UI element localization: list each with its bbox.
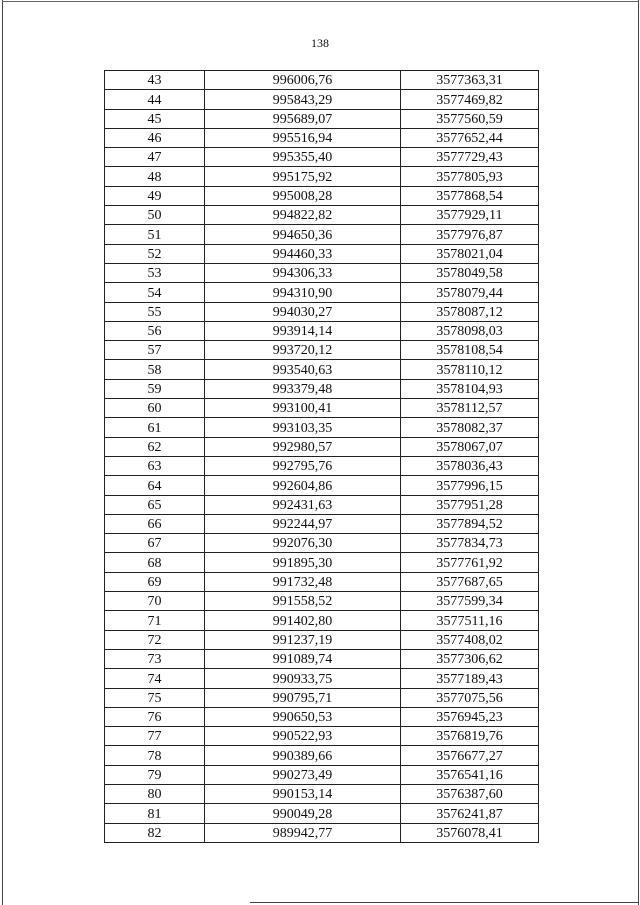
table-row [105,514,539,533]
y-coordinate-cell: 3577560,59 [401,109,539,128]
point-number-cell: 49 [105,186,205,205]
y-coordinate-cell: 3577868,54 [401,186,539,205]
table-row [105,611,539,630]
table-row [105,707,539,726]
y-coordinate-cell: 3578112,57 [401,399,539,418]
point-number-cell: 52 [105,244,205,263]
y-coordinate-cell: 3577469,82 [401,90,539,109]
table-row [105,572,539,591]
y-coordinate-cell: 3577805,93 [401,167,539,186]
table-row [105,167,539,186]
x-coordinate-cell: 990650,53 [205,707,401,726]
point-number-cell: 61 [105,418,205,437]
table-row [105,90,539,109]
y-coordinate-cell: 3576078,41 [401,823,539,842]
y-coordinate-cell: 3578021,04 [401,244,539,263]
y-coordinate-cell: 3577511,16 [401,611,539,630]
point-number-cell: 59 [105,379,205,398]
x-coordinate-cell: 994030,27 [205,302,401,321]
point-number-cell: 71 [105,611,205,630]
x-coordinate-cell: 994310,90 [205,283,401,302]
x-coordinate-cell: 990522,93 [205,727,401,746]
x-coordinate-cell: 990795,71 [205,688,401,707]
table-row [105,186,539,205]
x-coordinate-cell: 993103,35 [205,418,401,437]
x-coordinate-cell: 993914,14 [205,321,401,340]
table-row [105,688,539,707]
x-coordinate-cell: 996006,76 [205,71,401,90]
point-number-cell: 64 [105,476,205,495]
table-row [105,534,539,553]
table-row [105,128,539,147]
y-coordinate-cell: 3577363,31 [401,71,539,90]
table-row [105,784,539,803]
table-row [105,476,539,495]
point-number-cell: 55 [105,302,205,321]
y-coordinate-cell: 3578110,12 [401,360,539,379]
x-coordinate-cell: 991237,19 [205,630,401,649]
table-row [105,418,539,437]
y-coordinate-cell: 3577687,65 [401,572,539,591]
y-coordinate-cell: 3577894,52 [401,514,539,533]
x-coordinate-cell: 989942,77 [205,823,401,842]
point-number-cell: 48 [105,167,205,186]
point-number-cell: 56 [105,321,205,340]
x-coordinate-cell: 993540,63 [205,360,401,379]
point-number-cell: 58 [105,360,205,379]
x-coordinate-cell: 992244,97 [205,514,401,533]
y-coordinate-cell: 3578108,54 [401,341,539,360]
table-row [105,630,539,649]
table-row [105,244,539,263]
y-coordinate-cell: 3577306,62 [401,649,539,668]
y-coordinate-cell: 3577996,15 [401,476,539,495]
x-coordinate-cell: 993379,48 [205,379,401,398]
page-edge-right [638,0,639,905]
table-row [105,321,539,340]
point-number-cell: 44 [105,90,205,109]
point-number-cell: 77 [105,727,205,746]
point-number-cell: 70 [105,592,205,611]
y-coordinate-cell: 3578104,93 [401,379,539,398]
point-number-cell: 80 [105,784,205,803]
page-number: 138 [311,36,329,50]
y-coordinate-cell: 3577761,92 [401,553,539,572]
point-number-cell: 69 [105,572,205,591]
table-row [105,649,539,668]
point-number-cell: 43 [105,71,205,90]
table-row [105,206,539,225]
y-coordinate-cell: 3577729,43 [401,148,539,167]
x-coordinate-cell: 991558,52 [205,592,401,611]
table-row [105,727,539,746]
table-row [105,804,539,823]
point-number-cell: 82 [105,823,205,842]
y-coordinate-cell: 3576677,27 [401,746,539,765]
table-row [105,379,539,398]
point-number-cell: 53 [105,263,205,282]
table-row [105,669,539,688]
y-coordinate-cell: 3577408,02 [401,630,539,649]
point-number-cell: 50 [105,206,205,225]
x-coordinate-cell: 990153,14 [205,784,401,803]
x-coordinate-cell: 991895,30 [205,553,401,572]
y-coordinate-cell: 3576819,76 [401,727,539,746]
point-number-cell: 47 [105,148,205,167]
page-edge-left [2,0,3,905]
table-row [105,283,539,302]
table-row [105,71,539,90]
x-coordinate-cell: 995843,29 [205,90,401,109]
point-number-cell: 60 [105,399,205,418]
table-row [105,592,539,611]
x-coordinate-cell: 991402,80 [205,611,401,630]
x-coordinate-cell: 991732,48 [205,572,401,591]
point-number-cell: 76 [105,707,205,726]
x-coordinate-cell: 990933,75 [205,669,401,688]
x-coordinate-cell: 994822,82 [205,206,401,225]
x-coordinate-cell: 995355,40 [205,148,401,167]
x-coordinate-cell: 992980,57 [205,437,401,456]
table-row [105,225,539,244]
coordinates-table [104,70,539,843]
y-coordinate-cell: 3578098,03 [401,321,539,340]
y-coordinate-cell: 3576945,23 [401,707,539,726]
x-coordinate-cell: 990389,66 [205,746,401,765]
point-number-cell: 51 [105,225,205,244]
point-number-cell: 72 [105,630,205,649]
x-coordinate-cell: 994650,36 [205,225,401,244]
x-coordinate-cell: 994306,33 [205,263,401,282]
y-coordinate-cell: 3577599,34 [401,592,539,611]
y-coordinate-cell: 3576241,87 [401,804,539,823]
y-coordinate-cell: 3577929,11 [401,206,539,225]
y-coordinate-cell: 3577189,43 [401,669,539,688]
x-coordinate-cell: 992795,76 [205,456,401,475]
point-number-cell: 65 [105,495,205,514]
table-row [105,495,539,514]
point-number-cell: 57 [105,341,205,360]
y-coordinate-cell: 3578067,07 [401,437,539,456]
point-number-cell: 75 [105,688,205,707]
y-coordinate-cell: 3577834,73 [401,534,539,553]
y-coordinate-cell: 3578087,12 [401,302,539,321]
point-number-cell: 63 [105,456,205,475]
y-coordinate-cell: 3578036,43 [401,456,539,475]
point-number-cell: 79 [105,765,205,784]
table-row [105,399,539,418]
point-number-cell: 78 [105,746,205,765]
table-row [105,456,539,475]
y-coordinate-cell: 3578082,37 [401,418,539,437]
x-coordinate-cell: 993720,12 [205,341,401,360]
y-coordinate-cell: 3577951,28 [401,495,539,514]
x-coordinate-cell: 990273,49 [205,765,401,784]
x-coordinate-cell: 994460,33 [205,244,401,263]
table-row [105,302,539,321]
x-coordinate-cell: 992076,30 [205,534,401,553]
x-coordinate-cell: 995516,94 [205,128,401,147]
table-row [105,341,539,360]
x-coordinate-cell: 992604,86 [205,476,401,495]
point-number-cell: 62 [105,437,205,456]
x-coordinate-cell: 995008,28 [205,186,401,205]
table-row [105,765,539,784]
table-row [105,148,539,167]
y-coordinate-cell: 3576387,60 [401,784,539,803]
point-number-cell: 73 [105,649,205,668]
y-coordinate-cell: 3577976,87 [401,225,539,244]
page-edge-top [2,1,639,2]
x-coordinate-cell: 991089,74 [205,649,401,668]
point-number-cell: 81 [105,804,205,823]
y-coordinate-cell: 3578049,58 [401,263,539,282]
x-coordinate-cell: 990049,28 [205,804,401,823]
y-coordinate-cell: 3577652,44 [401,128,539,147]
table-row [105,437,539,456]
table-row [105,263,539,282]
x-coordinate-cell: 993100,41 [205,399,401,418]
table-row [105,553,539,572]
y-coordinate-cell: 3577075,56 [401,688,539,707]
table-row [105,109,539,128]
x-coordinate-cell: 995689,07 [205,109,401,128]
table-row [105,746,539,765]
page-edge-bottom [250,902,638,903]
table-row [105,823,539,842]
point-number-cell: 46 [105,128,205,147]
point-number-cell: 66 [105,514,205,533]
point-number-cell: 54 [105,283,205,302]
point-number-cell: 68 [105,553,205,572]
coordinates-table-body [105,71,539,843]
point-number-cell: 67 [105,534,205,553]
y-coordinate-cell: 3576541,16 [401,765,539,784]
y-coordinate-cell: 3578079,44 [401,283,539,302]
point-number-cell: 45 [105,109,205,128]
x-coordinate-cell: 995175,92 [205,167,401,186]
x-coordinate-cell: 992431,63 [205,495,401,514]
table-row [105,360,539,379]
point-number-cell: 74 [105,669,205,688]
